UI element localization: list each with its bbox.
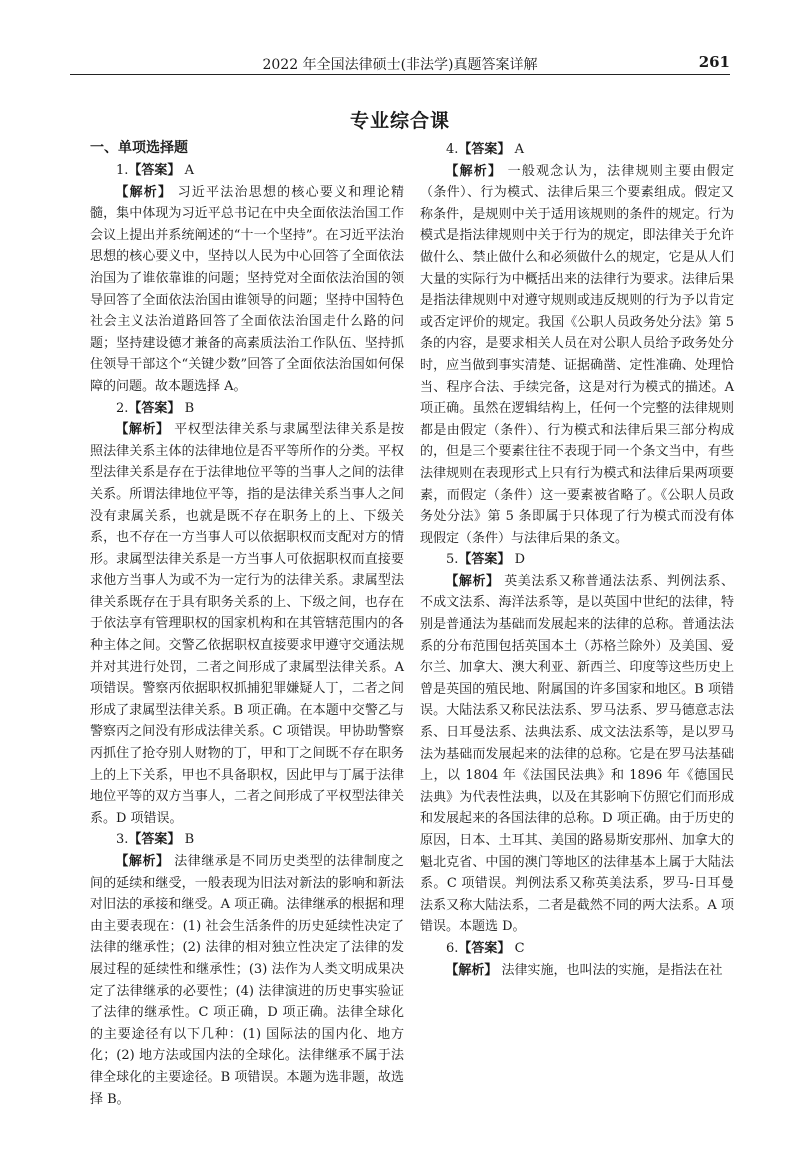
analysis-q3: 【解析】 法律继承是不同历史类型的法律制度之间的延续和继受，一般表现为旧法对新法的影响和新法对旧法的承接和继受。A 项正确。法律继承的根据和理由主要表现在：(1) 社会生活条件的历史延续性决定了法律的继承性；(2) 法律的相对独立性决定了法律的发展过程的延续性和继承性；(3) 法作为人类文明成果决定了法律继承的必要性；(4) 法律演进的历史事实验证了法律的继承性。C 项正确，D 项正确。法律全球化的主要途径有以下几种：(1) 国际法的国内化、地方化；(2) 地方法或国内法的全球化。法律继承不属于法律全球化的主要途径。B 项错误。本题为选非题，故选择 B。 bbox=[90, 854, 404, 1107]
page-header bbox=[70, 52, 730, 75]
page-number: 261 bbox=[698, 53, 730, 71]
left-column bbox=[90, 136, 404, 1110]
analysis-q5: 【解析】 英美法系又称普通法法系、判例法系、不成文法系、海洋法系等，是以英国中世纪的法律，特别是普通法为基础而发展起来的法律的总称。普通法法系的分布范围包括英国本土（苏格兰除外）及美国、爱尔兰、加拿大、澳大利亚、新西兰、印度等这些历史上曾是英国的殖民地、附属国的许多国家和地区。B 项错误。大陆法系又称民法法系、罗马法系、罗马德意志法系、日耳曼法系、法典法系、成文法法系等，是以罗马法为基础而发展起来的法律的总称。它是在罗马法基础上，以 1804 年《法国民法典》和 1896 年《德国民法典》为代表性法典，以及在其影响下仿照它们而形成和发展起来的各国法律的总称。D 项正确。由于历史的原因，日本、土耳其、美国的路易斯安那州、加拿大的魁北克省、中国的澳门等地区的法律基本上属于大陆法系。C 项错误。判例法系又称英美法系，罗马-日耳曼法系又称大陆法系，二者是截然不同的两大法系。A 项错误。本题选 D。 bbox=[420, 573, 734, 935]
right-column bbox=[420, 139, 734, 981]
analysis-q1: 【解析】 习近平法治思想的核心要义和理论精髓，集中体现为习近平总书记在中央全面依法治国工作会议上提出并系统阐述的“十一个坚持”。在习近平法治思想的核心要义中，坚持以人民为中心回答了全面依法治国为了谁依靠谁的问题；坚持党对全面依法治国的领导回答了全面依法治国由谁领导的问题；坚持中国特色社会主义法治道路回答了全面依法治国走什么路的问题；坚持建设德才兼备的高素质法治工作队伍、坚持抓住领导干部这个“关键少数”回答了全面依法治国如何保障的问题。故本题选择 A。 bbox=[90, 184, 404, 394]
answer-line-q5: 5.【答案】 D bbox=[446, 552, 525, 568]
answer-line-q3: 3.【答案】 B bbox=[116, 832, 195, 848]
analysis-q4: 【解析】 一般观念认为，法律规则主要由假定（条件）、行为模式、法律后果三个要素组成。假定又称条件，是规则中关于适用该规则的条件的规定。行为模式是指法律规则中关于行为的规定，即法律关于允许做什么、禁止做什么和必须做什么的规定，它是从人们大量的实际行为中概括出来的法律行为要求。法律后果是指法律规则中对遵守规则或违反规则的行为予以肯定或否定评价的规定。我国《公职人员政务处分法》第 5 条的内容，是要求相关人员在对公职人员给予政务处分时，应当做到事实清楚、证据确凿、定性准确、处理恰当、程序合法、手续完备，这是对行为模式的描述。A 项正确。虽然在逻辑结构上，任何一个完整的法律规则都是由假定（条件）、行为模式和法律后果三部分构成的，但是三个要素往往不表现于同一个条文当中，有些法律规则在表现形式上只有行为模式和法律后果两项要素，而假定（条件）这一要素被省略了。《公职人员政务处分法》第 5 条即属于只体现了行为模式而没有体现假定（条件）与法律后果的条文。 bbox=[420, 163, 734, 546]
answer-line-q6: 6.【答案】 C bbox=[446, 940, 525, 956]
answer-line-q4: 4.【答案】 A bbox=[446, 142, 524, 157]
section-title: 专业综合课 bbox=[349, 110, 450, 132]
subheading: 一、单项选择题 bbox=[90, 140, 188, 156]
analysis-q6: 【解析】 法律实施，也叫法的实施，是指法在社 bbox=[445, 962, 723, 978]
answer-line-q2: 2.【答案】 B bbox=[116, 400, 195, 416]
answer-line-q1: 1.【答案】 A bbox=[116, 163, 194, 178]
running-title: 2022 年全国法律硕士(非法学)真题答案详解 bbox=[262, 57, 538, 73]
analysis-q2: 【解析】 平权型法律关系与隶属型法律关系是按照法律关系主体的法律地位是否平等所作的分类。平权型法律关系是存在于法律地位平等的当事人之间的法律关系。所谓法律地位平等，指的是法律关系当事人之间没有隶属关系，也就是既不存在职务上的上、下级关系，也不存在一方当事人可以依据职权而支配对方的情形。隶属型法律关系是一方当事人可依据职权而直接要求他方当事人为或不为一定行为的法律关系。隶属型法律关系既存在于具有职务关系的上、下级之间，也存在于依法享有管理职权的国家机构和在其管辖范围内的各种主体之间。交警乙依据职权直接要求甲遵守交通法规并对其进行处罚，二者之间形成了隶属型法律关系。A 项错误。警察丙依据职权抓捕犯罪嫌疑人丁，二者之间形成了隶属型法律关系。B 项正确。在本题中交警乙与警察丙之间没有形成法律关系。C 项错误。甲协助警察丙抓住了抢夺别人财物的丁，甲和丁之间既不存在职务上的上下关系，甲也不具备职权，因此甲与丁属于法律地位平等的双方当事人，二者之间形成了平权型法律关系。D 项错误。 bbox=[90, 422, 404, 826]
